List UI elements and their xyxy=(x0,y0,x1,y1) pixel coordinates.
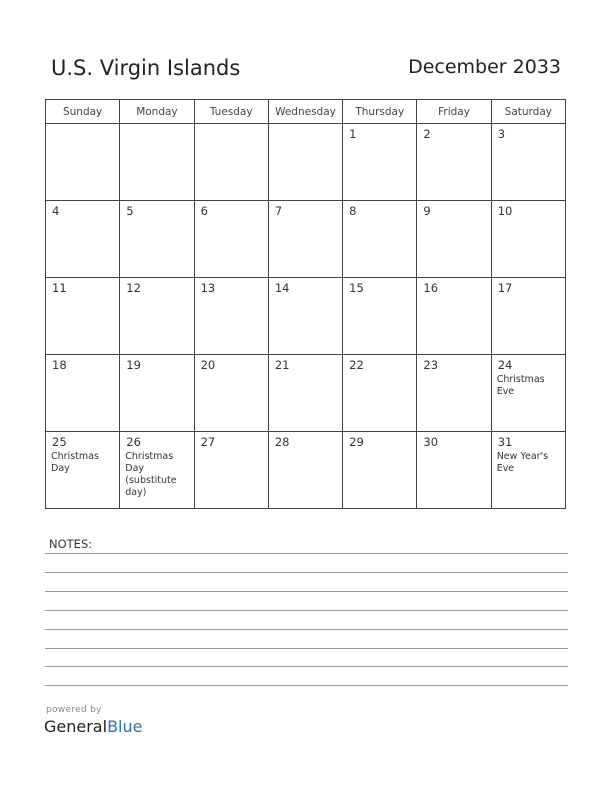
day-number: 19 xyxy=(126,358,141,372)
holiday-label: Christmas Eve xyxy=(496,374,545,397)
weekday-header-row xyxy=(46,100,566,124)
day-number: 5 xyxy=(126,204,134,218)
day-number: 7 xyxy=(274,204,283,218)
day-cell xyxy=(343,355,417,432)
day-cell xyxy=(194,278,268,355)
week-row xyxy=(46,432,566,509)
brand-blue: Blue xyxy=(107,717,143,736)
day-cell xyxy=(417,278,491,355)
day-cell xyxy=(268,355,342,432)
day-number: 23 xyxy=(423,358,439,372)
day-cell xyxy=(491,124,565,201)
day-number: 26 xyxy=(126,435,141,449)
calendar-grid xyxy=(45,99,566,509)
day-number: 10 xyxy=(497,204,513,218)
day-cell xyxy=(46,201,120,278)
week-row xyxy=(46,278,566,355)
day-cell xyxy=(120,278,194,355)
day-number: 15 xyxy=(349,281,364,295)
day-number: 6 xyxy=(200,204,208,218)
day-number: 29 xyxy=(349,435,364,449)
day-cell xyxy=(417,201,491,278)
day-number xyxy=(46,124,119,127)
day-number xyxy=(195,124,268,127)
notes-line xyxy=(45,648,568,649)
day-cell xyxy=(491,432,565,509)
day-cell xyxy=(343,124,417,201)
holiday-label: Christmas Day xyxy=(51,451,99,474)
day-cell xyxy=(491,355,565,432)
day-cell xyxy=(343,278,417,355)
day-cell xyxy=(417,124,491,201)
day-number: 9 xyxy=(423,204,431,218)
day-number: 25 xyxy=(52,435,67,449)
day-number: 22 xyxy=(349,358,364,372)
day-number: 24 xyxy=(497,358,513,372)
day-cell xyxy=(120,201,194,278)
day-cell xyxy=(120,432,194,509)
day-number: 13 xyxy=(200,281,216,295)
month-label: December 2033 xyxy=(408,56,561,78)
day-number: 4 xyxy=(52,204,60,218)
day-number: 14 xyxy=(274,281,290,295)
day-number: 17 xyxy=(497,281,513,295)
day-cell xyxy=(268,432,342,509)
brand-general: General xyxy=(44,717,108,736)
notes-line xyxy=(45,553,568,554)
day-number xyxy=(120,124,193,127)
day-cell xyxy=(491,278,565,355)
notes-line xyxy=(45,629,568,630)
day-cell xyxy=(268,278,342,355)
weekday-header: Tuesday xyxy=(194,100,268,124)
day-number: 3 xyxy=(497,127,506,141)
day-cell xyxy=(46,355,120,432)
day-cell xyxy=(46,432,120,509)
day-cell xyxy=(268,124,342,201)
day-cell xyxy=(46,124,120,201)
week-row xyxy=(46,201,566,278)
weekday-header: Wednesday xyxy=(268,100,342,124)
day-cell xyxy=(343,201,417,278)
weekday-header: Sunday xyxy=(46,100,120,124)
day-number xyxy=(269,124,342,127)
day-number: 27 xyxy=(200,435,216,449)
powered-by-label: powered by xyxy=(46,705,102,715)
weekday-header: Friday xyxy=(417,100,491,124)
weekday-header: Thursday xyxy=(343,100,417,124)
day-cell xyxy=(120,124,194,201)
day-number: 8 xyxy=(349,204,357,218)
brand-logo xyxy=(44,717,142,736)
day-number: 16 xyxy=(423,281,439,295)
day-cell xyxy=(194,432,268,509)
day-cell xyxy=(194,124,268,201)
notes-line xyxy=(45,572,568,573)
weekday-header: Saturday xyxy=(491,100,565,124)
day-number: 18 xyxy=(52,358,67,372)
notes-line xyxy=(45,610,568,611)
day-number: 1 xyxy=(349,127,357,141)
day-number: 21 xyxy=(274,358,290,372)
notes-line xyxy=(45,591,568,592)
day-number: 12 xyxy=(126,281,141,295)
day-number: 28 xyxy=(274,435,290,449)
day-cell xyxy=(268,201,342,278)
day-cell xyxy=(417,432,491,509)
notes-line xyxy=(45,685,568,686)
week-row xyxy=(46,355,566,432)
page-title: U.S. Virgin Islands xyxy=(51,56,241,80)
day-cell xyxy=(120,355,194,432)
day-number: 20 xyxy=(200,358,216,372)
day-number: 31 xyxy=(497,435,513,449)
notes-line xyxy=(45,666,568,667)
day-number: 30 xyxy=(423,435,439,449)
day-number: 11 xyxy=(52,281,67,295)
notes-label: NOTES: xyxy=(49,537,93,551)
day-cell xyxy=(194,355,268,432)
day-number: 2 xyxy=(423,127,431,141)
holiday-label: Christmas Day (substitute day) xyxy=(125,451,177,498)
day-cell xyxy=(491,201,565,278)
week-row xyxy=(46,124,566,201)
holiday-label: New Year's Eve xyxy=(496,451,549,474)
day-cell xyxy=(46,278,120,355)
weekday-header: Monday xyxy=(120,100,194,124)
day-cell xyxy=(194,201,268,278)
day-cell xyxy=(343,432,417,509)
day-cell xyxy=(417,355,491,432)
